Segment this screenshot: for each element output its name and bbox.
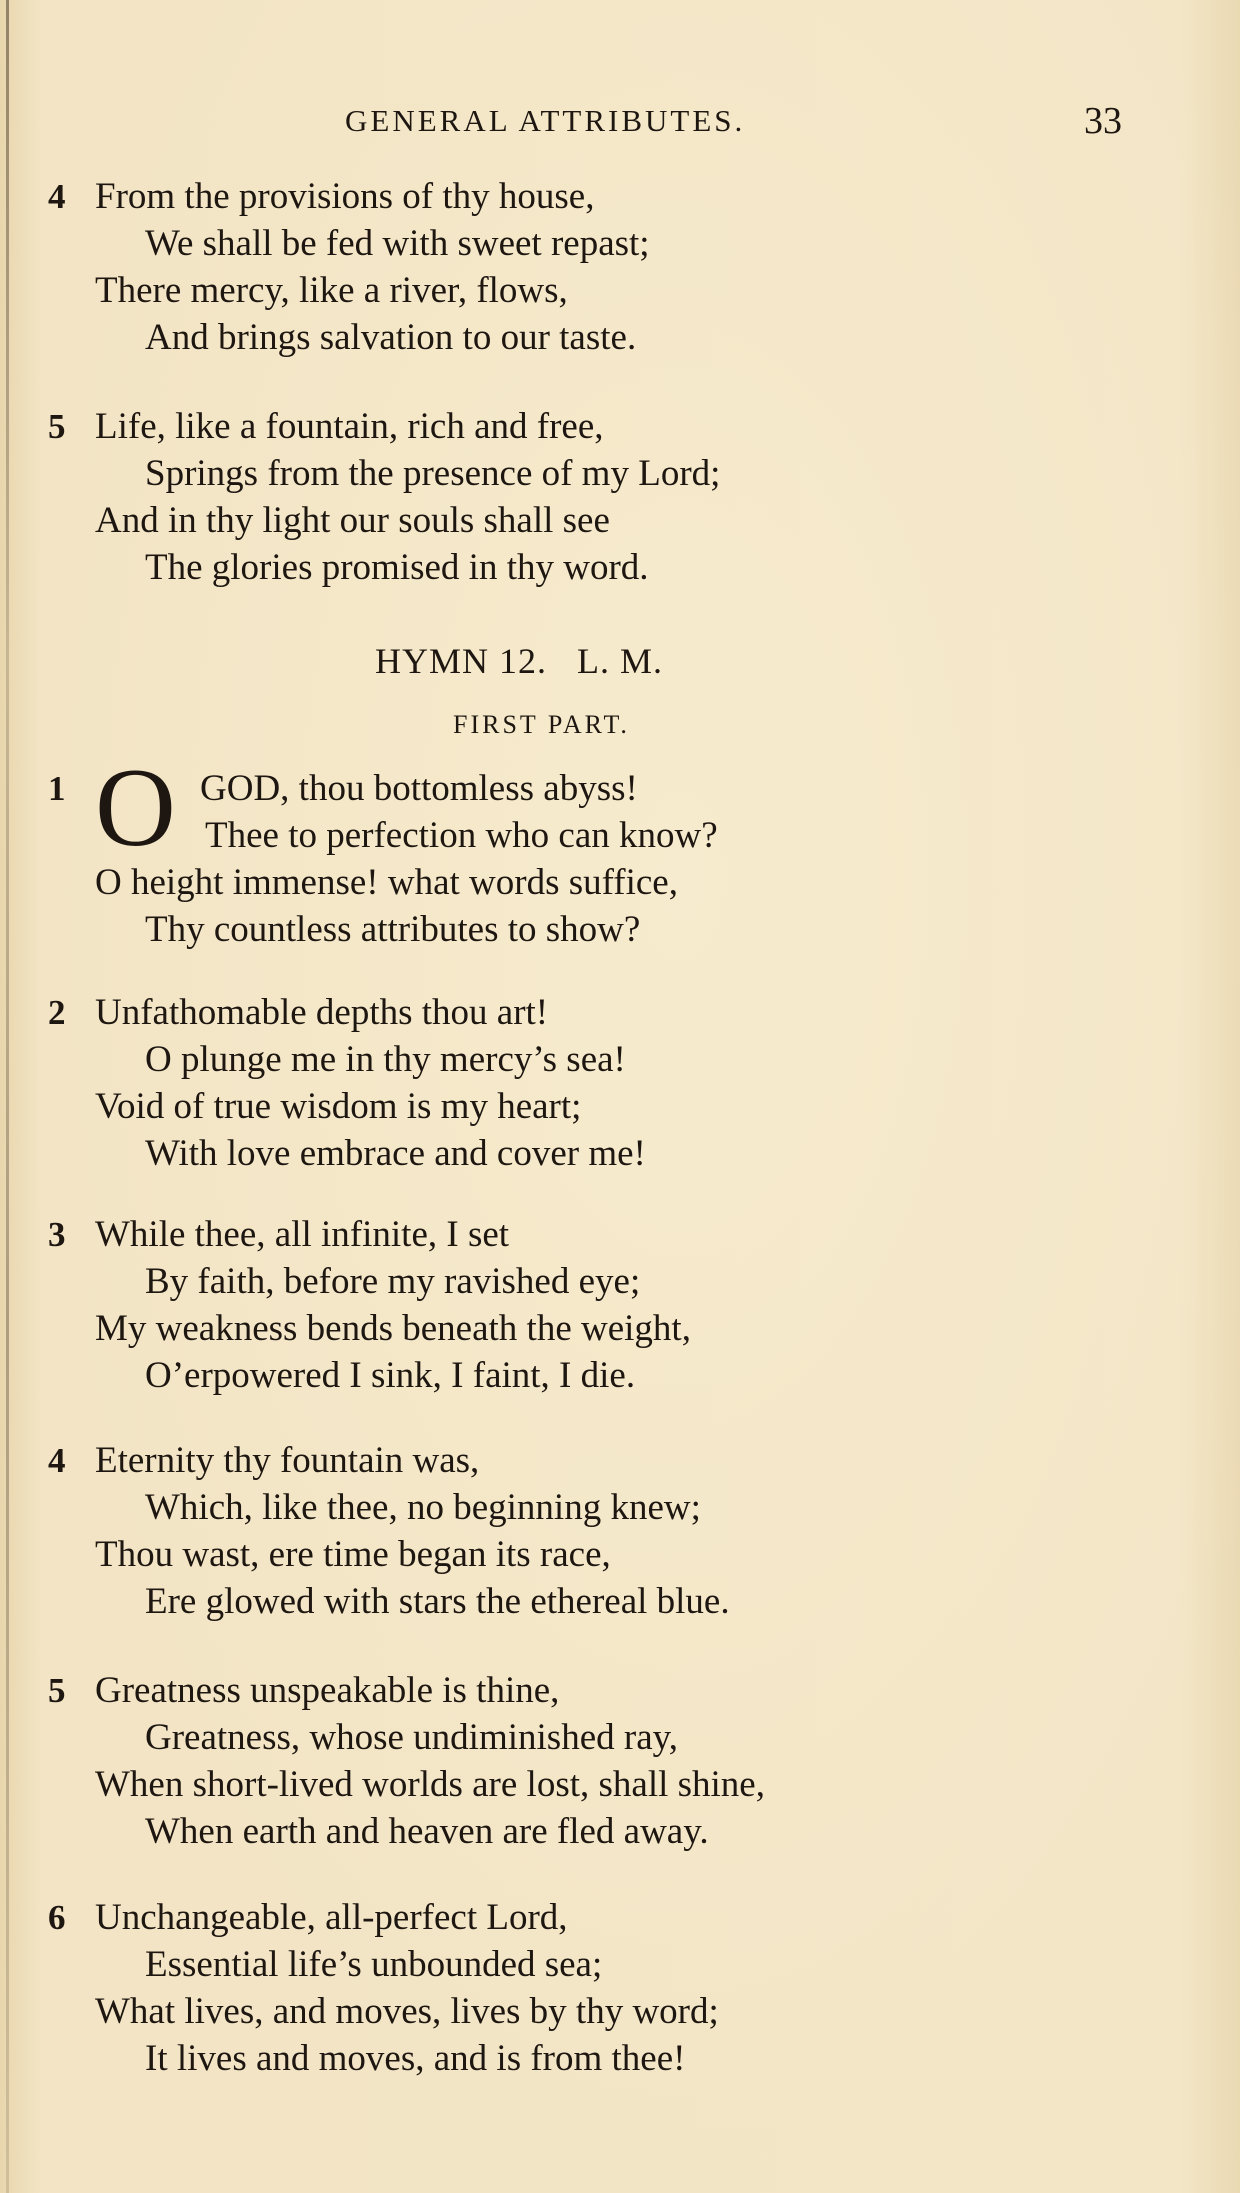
verse-line: Unchangeable, all-perfect Lord,	[95, 1897, 568, 1938]
verse-line: Ere glowed with stars the ethereal blue.	[145, 1581, 730, 1622]
verse-line: Thou wast, ere time began its race,	[95, 1534, 611, 1575]
verse-line: What lives, and moves, lives by thy word;	[95, 1991, 719, 2032]
verse-line: When earth and heaven are fled away.	[145, 1811, 709, 1852]
verse-line: With love embrace and cover me!	[145, 1133, 646, 1174]
verse-number: 5	[48, 407, 66, 446]
verse-line: Which, like thee, no beginning knew;	[145, 1487, 701, 1528]
part-label: FIRST PART.	[453, 710, 630, 739]
verse-line: By faith, before my ravished eye;	[145, 1261, 641, 1302]
verse-line: O’erpowered I sink, I faint, I die.	[145, 1355, 636, 1396]
verse-number: 6	[48, 1898, 66, 1937]
verse-line: While thee, all infinite, I set	[95, 1214, 510, 1255]
verse-line: Life, like a fountain, rich and free,	[95, 406, 604, 447]
drop-cap-letter: O	[95, 746, 176, 870]
verse-line: Eternity thy fountain was,	[95, 1440, 480, 1481]
verse-line: When short-lived worlds are lost, shall shine,	[95, 1764, 765, 1805]
hymn-title: HYMN 12. L. M.	[375, 641, 664, 681]
verse-line: Thee to perfection who can know?	[205, 815, 718, 856]
verse-line: O height immense! what words suffice,	[95, 862, 678, 903]
verse-line: There mercy, like a river, flows,	[95, 270, 568, 311]
verse-line: Greatness unspeakable is thine,	[95, 1670, 560, 1711]
verse-line: Unfathomable depths thou art!	[95, 992, 549, 1033]
verse-line: O plunge me in thy mercy’s sea!	[145, 1039, 626, 1080]
verse-line: Essential life’s unbounded sea;	[145, 1944, 603, 1985]
verse-line: And in thy light our souls shall see	[95, 500, 610, 541]
verse-line: Thy countless attributes to show?	[145, 909, 641, 950]
verse-line: From the provisions of thy house,	[95, 176, 595, 217]
page-gutter-edge	[6, 0, 9, 2193]
verse-line: Greatness, whose undiminished ray,	[145, 1717, 678, 1758]
verse-line: The glories promised in thy word.	[145, 547, 649, 588]
page-number: 33	[1084, 100, 1122, 142]
verse-number: 3	[48, 1215, 66, 1254]
verse-line: We shall be fed with sweet repast;	[145, 223, 650, 264]
verse-number: 4	[48, 177, 66, 216]
running-title: GENERAL ATTRIBUTES.	[345, 103, 746, 138]
verse-line: Void of true wisdom is my heart;	[95, 1086, 582, 1127]
verse-number: 4	[48, 1441, 66, 1480]
verse-line: And brings salvation to our taste.	[145, 317, 637, 358]
verse-line: My weakness bends beneath the weight,	[95, 1308, 691, 1349]
verse-number: 2	[48, 993, 66, 1032]
verse-line: GOD, thou bottomless abyss!	[200, 768, 638, 809]
verse-number: 5	[48, 1671, 66, 1710]
verse-number: 1	[48, 769, 66, 808]
verse-line: Springs from the presence of my Lord;	[145, 453, 721, 494]
verse-line: It lives and moves, and is from thee!	[145, 2038, 686, 2079]
running-head	[0, 96, 1240, 146]
